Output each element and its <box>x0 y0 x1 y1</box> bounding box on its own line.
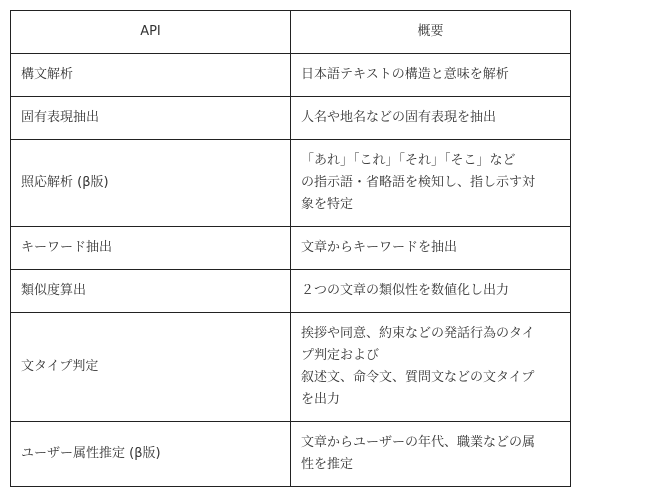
summary-line: ２つの文章の類似性を数値化し出力 <box>301 283 510 298</box>
api-summary <box>291 227 571 270</box>
summary-line: 文章からキーワードを抽出 <box>301 240 458 255</box>
summary-line: 象を特定 <box>301 197 354 212</box>
summary-line: の指示語・省略語を検知し、指し示す対 <box>301 175 536 190</box>
summary-line: を出力 <box>301 392 341 407</box>
api-name: ユーザー属性推定 (β版) <box>11 422 291 487</box>
api-name: 固有表現抽出 <box>11 97 291 140</box>
header-summary: 概要 <box>291 11 571 54</box>
table-row <box>11 140 571 227</box>
api-name: 類似度算出 <box>11 270 291 313</box>
table-row <box>11 54 571 97</box>
api-name: 構文解析 <box>11 54 291 97</box>
table-header-row <box>11 11 571 54</box>
summary-line: 「あれ」「これ」「それ」「そこ」など <box>301 153 516 168</box>
summary-line: プ判定および <box>301 348 380 363</box>
api-name: 文タイプ判定 <box>11 313 291 422</box>
api-summary <box>291 270 571 313</box>
api-table-container <box>10 10 570 487</box>
table-row <box>11 422 571 487</box>
summary-line: 挨拶や同意、約束などの発話行為のタイ <box>301 326 535 341</box>
summary-line: 性を推定 <box>301 457 354 472</box>
summary-line: 人名や地名などの固有表現を抽出 <box>301 110 497 125</box>
table-row <box>11 227 571 270</box>
table-row <box>11 313 571 422</box>
api-name: 照応解析 (β版) <box>11 140 291 227</box>
api-summary <box>291 97 571 140</box>
api-summary <box>291 422 571 487</box>
summary-line: 文章からユーザーの年代、職業などの属 <box>301 435 536 450</box>
api-summary <box>291 313 571 422</box>
header-api: API <box>11 11 291 54</box>
table-row <box>11 97 571 140</box>
summary-line: 叙述文、命令文、質問文などの文タイプ <box>301 370 535 385</box>
api-name: キーワード抽出 <box>11 227 291 270</box>
api-summary <box>291 54 571 97</box>
summary-line: 日本語テキストの構造と意味を解析 <box>301 67 509 82</box>
api-table <box>10 10 571 487</box>
api-summary <box>291 140 571 227</box>
table-row <box>11 270 571 313</box>
